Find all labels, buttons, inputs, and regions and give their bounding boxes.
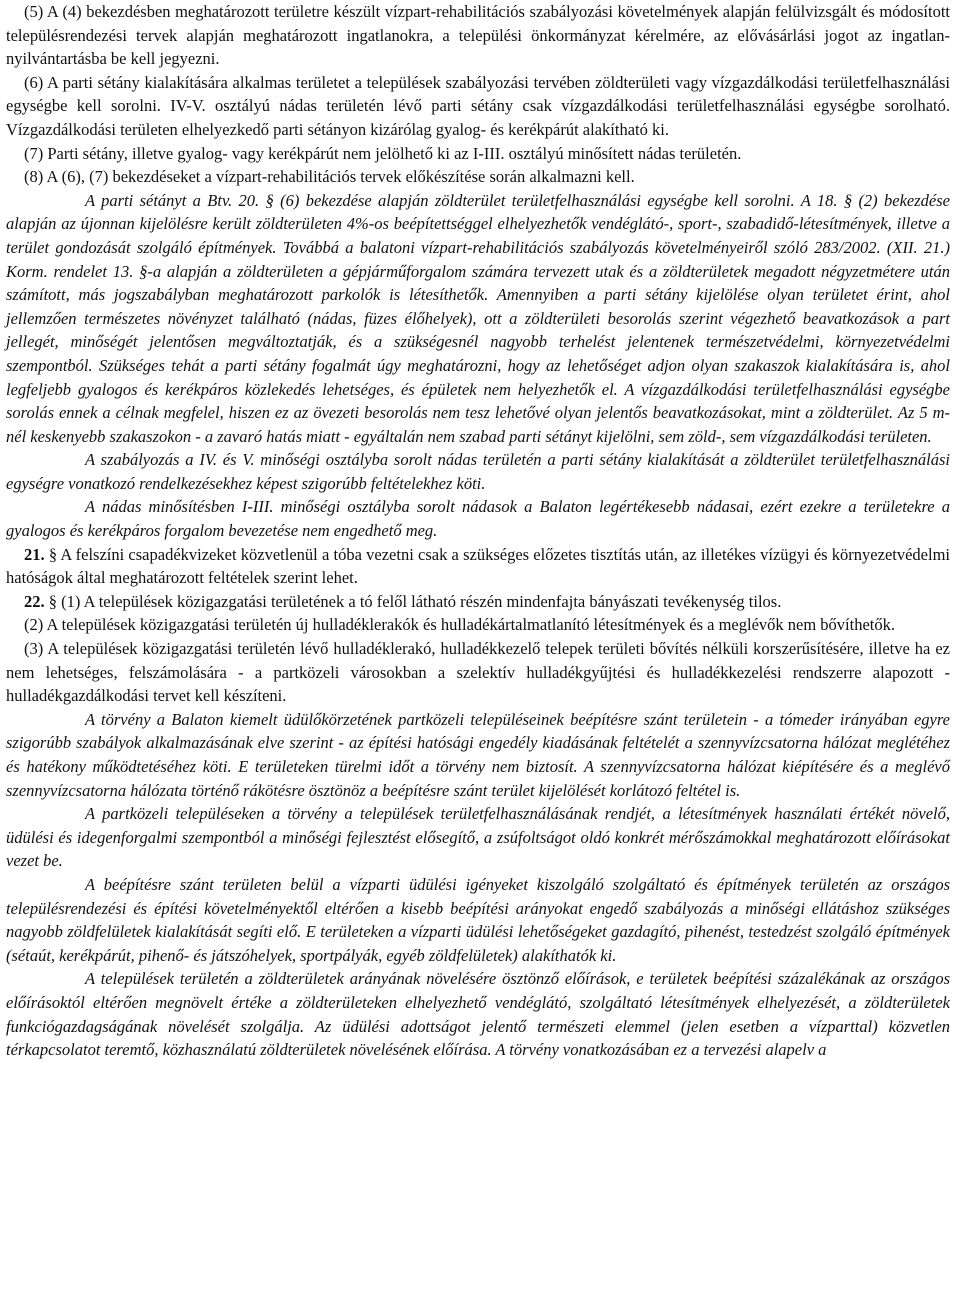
commentary-parti-setany: A parti sétányt a Btv. 20. § (6) bekezdése alapján zöldterület területfelhasználási egységbe kell sorolni. A 18. § (2) bekezdése alapján az újonnan kijelölésre került zöldterületen 4%-os beépítettséggel elhelyezhetők vendéglátó-, sport-, szabadidő-létesítmények, illetve a terület gondozását szolgáló építmények. Továbbá a balatoni vízpart-rehabilitációs szabályozás követelményeiről szóló 283/2002. (XII. 21.) Korm. rendelet 13. §-a alapján a zöldterületen a gépjárműforgalom számára tervezett utak és a zöldterületek megadott négyzetmétere után számított, más jogszabályban meghatározott parkolók is létesíthetők. Amennyiben a parti sétány kijelölése olyan területet érint, ahol jellemzően természetes növényzet található (nádas, füzes élőhelyek), ott a zöldterületi besorolás szerint végezhető beavatkozások a part jellegét, minőségét jelentősen megváltoztatják, és a szükségesnél nagyobb terhelést jelentenek természetvédelmi, környezetvédelmi szempontból. Szükséges tehát a parti sétány fogalmát úgy meghatározni, hogy az lehetőséget adjon olyan szakaszok kialakítására is, ahol legfeljebb gyalogos és kerékpáros közlekedés lehetséges, és épületek nem helyezhetők el. A vízgazdálkodási területfelhasználási egységbe sorolás ennek a célnak megfelel, hiszen ez az övezeti besorolás nem tesz lehetővé olyan jelentős beavatkozásokat, mint a zöldterület. Az 5 m-nél keskenyebb szakaszokon - a zavaró hatás miatt - egyáltalán nem szabad parti sétányt kijelölni, sem zöld-, sem vízgazdálkodási területen. [6, 190, 950, 446]
section-22-number: 22. [24, 591, 45, 611]
section-22-text: § (1) A települések közigazgatási területének a tó felől látható részén mindenfajta bányászati tevékenység tilos. [44, 591, 782, 611]
commentary-partkozeli: A partközeli településeken a törvény a települések területfelhasználásának rendjét, a létesítmények használati értékét növelő, üdülési és idegenforgalmi szempontból a minőségi fejlesztést elősegítő, a zsúfoltságot oldó konkrét mérőszámokkal meghatározott előírásokat vezet be. [6, 804, 950, 871]
paragraph-8: (8) A (6), (7) bekezdéseket a vízpart-rehabilitációs tervek előkészítése során alkalmazni kell. [24, 167, 635, 187]
section-22-paragraph-3: (3) A települések közigazgatási területén lévő hulladéklerakó, hulladékkezelő telepek területi bővítés nélküli korszerűsítésére, illetve ha ez nem lehetséges, felszámolására - a partközeli városokban a szelektív hulladékgyűjtési és hulladékkezelési rendszerre alapozott - hulladékgazdálkodási tervet kell készíteni. [6, 639, 950, 706]
commentary-szennyvizcsatorna: A törvény a Balaton kiemelt üdülőkörzetének partközeli településeinek beépítésre szánt területein - a tómeder irányában egyre szigorúbb szabályok alkalmazásának elve szerint - az építési hatósági engedély kiadásának feltételét a szennyvízcsatorna hálózat meglétéhez és hatékony működtetéséhez köti. E területeken türelmi időt a törvény nem biztosít. A szennyvízcsatorna hálózat kiépítésére és a meglévő szennyvízcsatorna hálózata történő rákötésre ösztönöz a beépítésre szánt terület kijelölését korlátozó feltétel is. [6, 709, 950, 800]
section-21-number: 21. [24, 544, 45, 564]
paragraph-6: (6) A parti sétány kialakítására alkalmas területet a települések szabályozási tervében zöldterületi vagy vízgazdálkodási területfelhasználási egységbe kell sorolni. IV-V. osztályú nádas területén lévő parti sétány csak vízgazdálkodási területfelhasználási egységbe sorolható. Vízgazdálkodási területen elhelyezkedő parti sétányon kizárólag gyalog- és kerékpárút alakítható ki. [6, 72, 950, 139]
commentary-beepitesre-szant: A beépítésre szánt területen belül a vízparti üdülési igényeket kiszolgáló szolgáltató és építmények területén az országos településrendezési és építési követelményektől eltérően a kisebb beépítési arányokat engedő szabályozás a minőségi ellátáshoz szükséges nagyobb zöldfelületek kialakítását segíti elő. E területeken a vízparti üdülési lehetőségeket gazdagító, pihenést, testedzést szolgáló építmények (sétaút, kerékpárút, pihenő- és játszóhelyek, sportpályák, egyéb zöldfelületek) alakíthatók ki. [6, 874, 950, 965]
paragraph-5: (5) A (4) bekezdésben meghatározott területre készült vízpart-rehabilitációs szabályozási követelmények alapján felülvizsgált és módosított településrendezési tervek alapján meghatározott ingatlanokra, a települési önkormányzat kérelmére, az elővásárlási jogot az ingatlan-nyilvántartásba be kell jegyezni. [6, 2, 950, 69]
section-21 [6, 543, 950, 590]
commentary-nadas: A nádas minősítésben I-III. minőségi osztályba sorolt nádasok a Balaton legértékesebb nádasai, ezért ezekre a területekre a gyalogos és kerékpáros forgalom bevezetése nem engedhető meg. [6, 497, 950, 541]
section-21-text: § A felszíni csapadékvizeket közvetlenül a tóba vezetni csak a szükséges előzetes tisztítás után, az illetékes vízügyi és környezetvédelmi hatóságok által meghatározott feltételek szerint lehet. [6, 544, 950, 588]
commentary-szabalyozas: A szabályozás a IV. és V. minőségi osztályba sorolt nádas területén a parti sétány kialakítását a zöldterület területfelhasználási egységre vonatkozó rendelkezésekhez képest szigorúbb feltételekhez köti. [6, 450, 950, 493]
paragraph-7: (7) Parti sétány, illetve gyalog- vagy kerékpárút nem jelölhető ki az I-III. osztályú minősített nádas területén. [24, 143, 742, 163]
section-22-paragraph-2: (2) A települések közigazgatási területén új hulladéklerakók és hulladékártalmatlanító létesítmények és a meglévők nem bővíthetők. [24, 615, 896, 635]
commentary-zoldteruletek: A települések területén a zöldterületek arányának növelésére ösztönző előírások, e területek beépítési százalékának az országos előírásoktól eltérően megnövelt értéke a zöldterületeken elhelyezhető vendéglátó, szolgáltató létesítmények elhelyezését, a zöldterületek funkciógazdagságának növelését szolgálja. Az üdülési adottságot jelentő természeti elemmel (jelen esetben a vízparttal) közvetlen térkapcsolatot teremtő, közhasználatú zöldterületek növelésének előírása. A törvény vonatkozásában ez a tervezési alapelv a [6, 969, 950, 1060]
section-22 [6, 590, 950, 614]
